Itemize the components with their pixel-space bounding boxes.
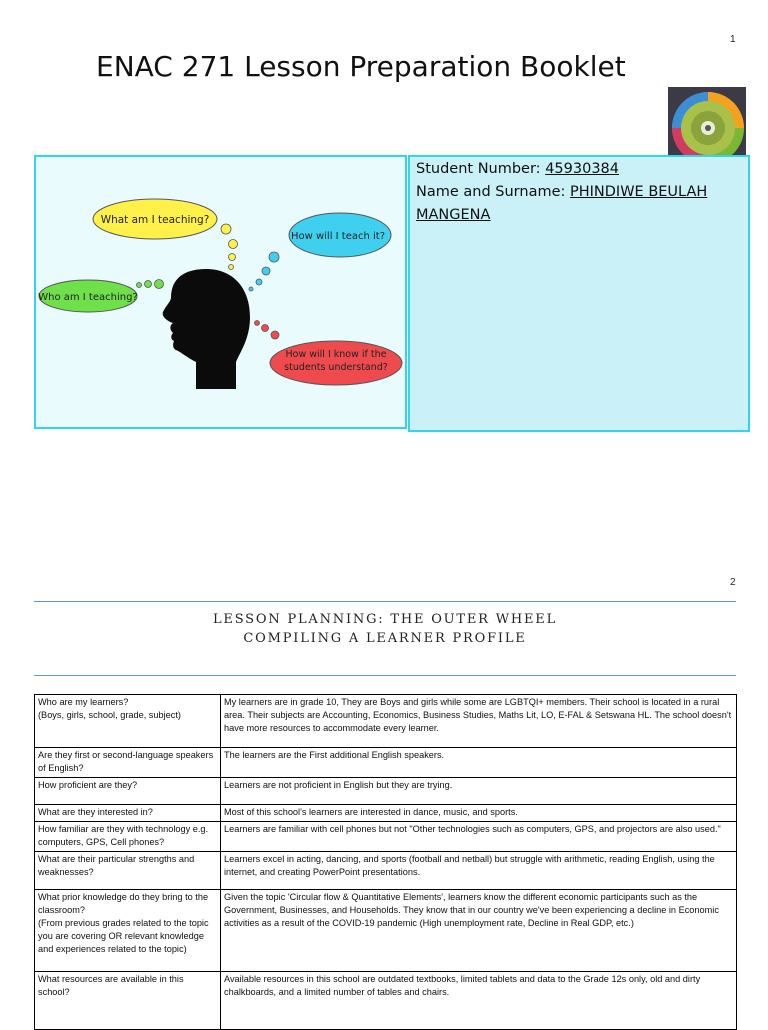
answer-cell: Learners are not proficient in English but they are trying. bbox=[221, 778, 737, 805]
table-row bbox=[35, 748, 737, 778]
booklet-title: ENAC 271 Lesson Preparation Booklet bbox=[96, 50, 626, 83]
bubble-who-teaching: Who am I teaching? bbox=[38, 292, 138, 303]
thinking-head-illustration bbox=[36, 157, 405, 427]
table-row bbox=[35, 805, 737, 822]
question-cell: How familiar are they with technology e.g. computers, GPS, Cell phones? bbox=[35, 822, 221, 852]
answer-cell: Learners are familiar with cell phones but not "Other technologies such as computers, GPS, and projectors are also used." bbox=[221, 822, 737, 852]
table-row bbox=[35, 852, 737, 890]
page-number-2: 2 bbox=[730, 577, 736, 588]
bubble-how-teach: How will I teach it? bbox=[290, 231, 386, 242]
answer-cell: Learners excel in acting, dancing, and sports (football and netball) but struggle with arithmetic, reading English, using the internet, and creating PowerPoint presentations. bbox=[221, 852, 737, 890]
bubble-how-know: How will I know if the students understand? bbox=[284, 349, 388, 373]
student-name-value-line2: MANGENA bbox=[416, 207, 491, 223]
table-row bbox=[35, 822, 737, 852]
answer-cell: Available resources in this school are outdated textbooks, limited tablets and data to the Grade 12s only, old and dirty chalkboards, and a limited number of tables and chairs. bbox=[221, 972, 737, 1030]
student-number-value: 45930384 bbox=[545, 161, 619, 177]
answer-cell: Given the topic 'Circular flow & Quantitative Elements', learners know the different economic participants such as the Government, Businesses, and Households. They know that in our country we've been experiencing a decline in Economic activities as a result of the COVID-19 pandemic (High unemployment rate, Decline in Real GDP, etc.) bbox=[221, 890, 737, 972]
thinking-illustration-panel bbox=[34, 155, 407, 429]
table-row bbox=[35, 890, 737, 972]
question-cell: Who are my learners? (Boys, girls, school, grade, subject) bbox=[35, 695, 221, 748]
heading-top-rule bbox=[34, 601, 736, 602]
heading-bottom-rule bbox=[34, 675, 736, 676]
table-row bbox=[35, 972, 737, 1030]
page-number-1: 1 bbox=[730, 34, 736, 45]
section-heading-line2: COMPILING A LEARNER PROFILE bbox=[243, 631, 527, 646]
student-number-label: Student Number: bbox=[416, 161, 546, 177]
head-silhouette-icon bbox=[163, 269, 250, 389]
student-name-label: Name and Surname: bbox=[416, 184, 570, 200]
question-cell: What prior knowledge do they bring to the classroom? (From previous grades related to the topic you are covering OR relevant knowledge and experiences related to the topic) bbox=[35, 890, 221, 972]
learner-profile-table bbox=[34, 694, 737, 1030]
bubble-what-teaching: What am I teaching? bbox=[100, 214, 210, 226]
student-info-panel bbox=[408, 155, 750, 432]
answer-cell: The learners are the First additional English speakers. bbox=[221, 748, 737, 778]
student-number-line bbox=[416, 158, 746, 181]
table-row bbox=[35, 695, 737, 748]
student-name-value-line1: PHINDIWE BEULAH bbox=[570, 184, 708, 200]
answer-cell: Most of this school's learners are interested in dance, music, and sports. bbox=[221, 805, 737, 822]
question-cell: What are their particular strengths and weaknesses? bbox=[35, 852, 221, 890]
question-cell: What resources are available in this school? bbox=[35, 972, 221, 1030]
question-cell: How proficient are they? bbox=[35, 778, 221, 805]
question-cell: What are they interested in? bbox=[35, 805, 221, 822]
student-name-line bbox=[416, 181, 746, 204]
section-heading-line1: LESSON PLANNING: THE OUTER WHEEL bbox=[212, 612, 558, 627]
answer-cell: My learners are in grade 10, They are Boys and girls while some are LGBTQI+ members. Their school is located in a rural area. Their subjects are Accounting, Economics, Business Studies, Maths Lit, LO, E-FAL & Setswana HL. The school doesn't have more resources to accommodate every learner. bbox=[221, 695, 737, 748]
question-cell: Are they first or second-language speakers of English? bbox=[35, 748, 221, 778]
table-row bbox=[35, 778, 737, 805]
